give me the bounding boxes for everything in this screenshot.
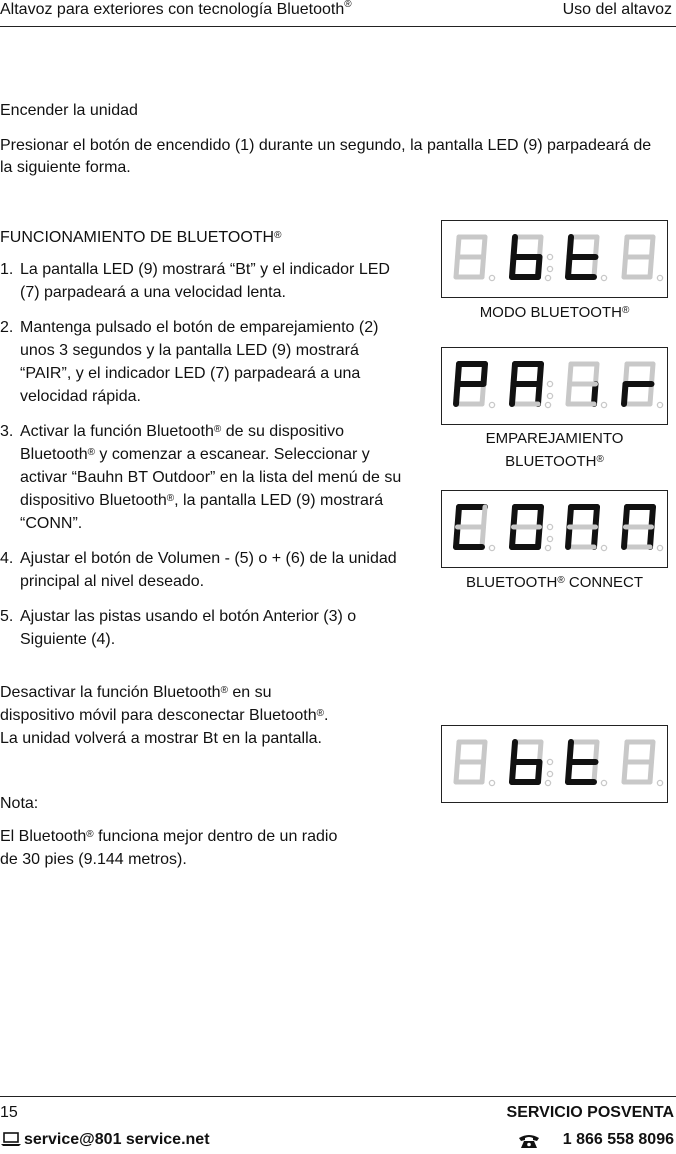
led-segment-b	[596, 507, 598, 527]
email-link[interactable]: service@801 service.net	[24, 1131, 210, 1148]
led-segment-e	[456, 384, 458, 404]
list-item: 1. La pantalla LED (9) mostrará “Bt” y el indicador LED (7) parpadeará a una velocidad lenta.	[0, 261, 390, 301]
led-display-conn	[441, 490, 668, 568]
led-segment-e	[456, 762, 458, 782]
list-item: 4. Ajustar el botón de Volumen - (5) o + (6) de la unidad principal al nivel deseado.	[0, 550, 397, 590]
led-segment-b	[540, 237, 542, 257]
led-segment-e	[512, 384, 514, 404]
led-segment-b	[652, 742, 654, 762]
led-dot	[545, 545, 550, 550]
led-dot	[657, 402, 662, 407]
led-segment-e	[568, 762, 570, 782]
led-segment-b	[484, 742, 486, 762]
led-segment-f	[626, 742, 628, 762]
led-dot	[545, 275, 550, 280]
led-segment-e	[568, 384, 570, 404]
led-segment-e	[456, 257, 458, 277]
header-section: Uso del altavoz	[562, 1, 672, 18]
led-segment-b	[652, 507, 654, 527]
telephone-icon	[518, 1133, 540, 1154]
bt-steps-list	[0, 258, 410, 663]
deactivate-line-2: dispositivo móvil para desconectar Bluetooth®.	[0, 707, 329, 724]
led-colon-dot	[547, 393, 552, 398]
list-item: 3. Activar la función Bluetooth® de su dispositivo Bluetooth® y comenzar a escanear. Seleccionar y activar “Bauhn BT Outdoor” en la lista del menú de su dispositivo Bluetooth®, la pantalla LED (9) mostrará “CONN”.	[0, 423, 402, 532]
led-dot	[601, 545, 606, 550]
led-dot	[601, 275, 606, 280]
led-segment-c	[538, 527, 540, 547]
led-segment-c	[482, 527, 484, 547]
led-dot	[545, 780, 550, 785]
led-segment-b	[540, 507, 542, 527]
led-dot	[657, 545, 662, 550]
led-dot	[489, 275, 494, 280]
led-segment-c	[482, 762, 484, 782]
phone-number[interactable]: 1 866 558 8096	[562, 1131, 674, 1148]
led-segment-b	[484, 507, 486, 527]
caption-connect: BLUETOOTH® CONNECT	[465, 574, 644, 591]
led-segment-b	[540, 364, 542, 384]
note-line-1: El Bluetooth® funciona mejor dentro de un radio	[0, 828, 338, 845]
led-segment-b	[596, 237, 598, 257]
led-colon-dot	[547, 266, 552, 271]
led-segment-c	[650, 527, 652, 547]
list-item: 2. Mantenga pulsado el botón de emparejamiento (2) unos 3 segundos y la pantalla LED (9) mostrará “PAIR”, y el indicador LED (7) parpadeará a una velocidad rápida.	[0, 319, 379, 405]
page-header	[0, 0, 676, 27]
led-dot	[489, 402, 494, 407]
led-dot	[601, 780, 606, 785]
page-number: 15	[0, 1104, 18, 1121]
led-display-bt	[441, 220, 668, 298]
power-on-text: Presionar el botón de encendido (1) durante un segundo, la pantalla LED (9) parpadeará de la siguiente forma.	[0, 137, 652, 176]
caption-pairing-1: EMPAREJAMIENTO	[485, 430, 624, 447]
led-segment-e	[568, 527, 570, 547]
led-segment-f	[514, 507, 516, 527]
led-colon-dot	[547, 524, 552, 529]
led-segment-c	[650, 762, 652, 782]
led-colon-dot	[547, 536, 552, 541]
led-dot	[489, 545, 494, 550]
led-segment-b	[540, 742, 542, 762]
led-segment-e	[624, 257, 626, 277]
bt-section-heading: FUNCIONAMIENTO DE BLUETOOTH®	[0, 229, 282, 246]
led-segment-b	[484, 364, 486, 384]
led-segment-b	[652, 237, 654, 257]
led-segment-e	[624, 527, 626, 547]
led-segment-e	[624, 384, 626, 404]
led-segment-b	[596, 364, 598, 384]
led-display-bt-return	[441, 725, 668, 803]
deactivate-line-1: Desactivar la función Bluetooth® en su	[0, 684, 272, 701]
led-segment-e	[512, 257, 514, 277]
led-segment-f	[458, 507, 460, 527]
led-dot	[545, 402, 550, 407]
led-dot	[657, 275, 662, 280]
deactivate-line-3: La unidad volverá a mostrar Bt en la pantalla.	[0, 730, 322, 747]
led-segment-e	[512, 762, 514, 782]
led-dot	[489, 780, 494, 785]
led-colon-dot	[547, 759, 552, 764]
note-label: Nota:	[0, 795, 39, 812]
service-label: SERVICIO POSVENTA	[506, 1104, 674, 1121]
led-dot	[601, 402, 606, 407]
list-item: 5. Ajustar las pistas usando el botón Anterior (3) o Siguiente (4).	[0, 608, 357, 648]
led-display-pair	[441, 347, 668, 425]
led-segment-b	[484, 237, 486, 257]
led-segment-e	[568, 257, 570, 277]
note-line-2: de 30 pies (9.144 metros).	[0, 851, 187, 868]
caption-pairing-2: BLUETOOTH®	[505, 453, 604, 470]
led-segment-e	[624, 762, 626, 782]
led-segment-c	[482, 257, 484, 277]
led-segment-f	[626, 507, 628, 527]
led-segment-f	[570, 507, 572, 527]
caption-bluetooth-mode: MODO BLUETOOTH®	[479, 304, 630, 321]
footer-divider	[0, 1096, 676, 1097]
led-segment-e	[456, 527, 458, 547]
led-segment-f	[458, 742, 460, 762]
led-segment-c	[594, 384, 596, 404]
led-segment-b	[652, 364, 654, 384]
laptop-icon	[1, 1131, 21, 1152]
power-on-heading: Encender la unidad	[0, 102, 138, 119]
led-segment-f	[626, 237, 628, 257]
led-segment-c	[650, 257, 652, 277]
led-colon-dot	[547, 381, 552, 386]
led-colon-dot	[547, 254, 552, 259]
header-title: Altavoz para exteriores con tecnología Bluetooth®	[0, 0, 352, 18]
led-segment-c	[594, 527, 596, 547]
led-segment-f	[570, 364, 572, 384]
led-segment-b	[596, 742, 598, 762]
led-dot	[657, 780, 662, 785]
led-colon-dot	[547, 771, 552, 776]
led-segment-f	[458, 237, 460, 257]
led-segment-e	[512, 527, 514, 547]
